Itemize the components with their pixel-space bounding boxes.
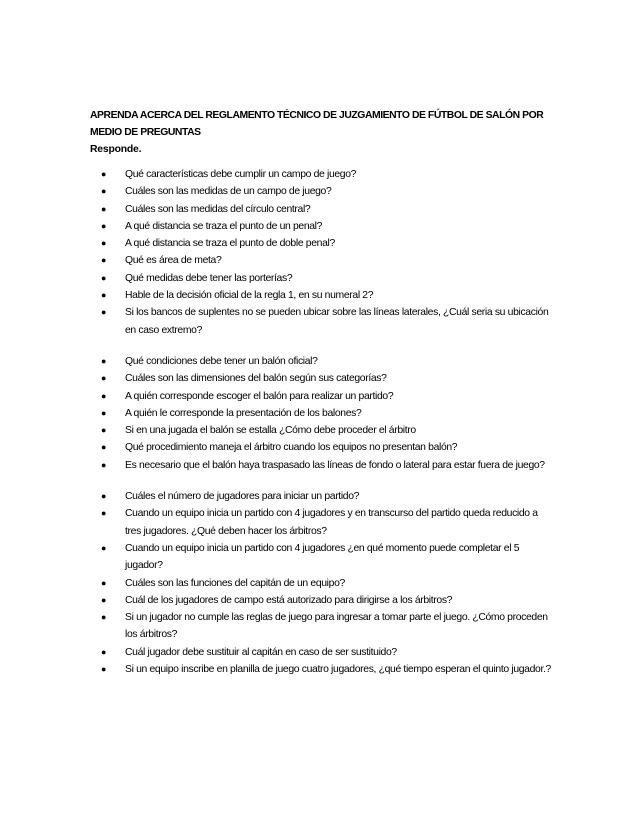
bullet-icon: ● <box>101 307 107 318</box>
question-text: Qué condiciones debe tener un balón oficial? <box>125 355 318 367</box>
question-text: Cuáles son las funciones del capitán de un equipo? <box>125 577 345 589</box>
question-text: Qué características debe cumplir un campo de juego? <box>125 169 357 180</box>
bullet-icon: ● <box>101 491 107 502</box>
bullet-icon: ● <box>101 169 107 179</box>
question-item <box>0 304 555 339</box>
bullet-icon: ● <box>101 577 107 588</box>
bullet-icon: ● <box>101 594 107 605</box>
question-item <box>0 201 555 218</box>
question-text: Si en una jugada el balón se estalla ¿Cómo debe proceder el árbitro <box>125 425 416 437</box>
bullet-icon: ● <box>101 203 107 214</box>
bullet-icon: ● <box>101 646 107 657</box>
question-item <box>0 592 555 609</box>
question-text: Cuando un equipo inicia un partido con 4 jugadores y en transcurso del partido queda reducido a tres jugadores. ¿Qué deben hacer los árbitros? <box>125 508 538 537</box>
bullet-icon: ● <box>101 425 107 436</box>
question-item <box>0 540 555 575</box>
bullet-icon: ● <box>101 612 107 623</box>
question-item <box>0 575 555 592</box>
question-text: Si un equipo inscribe en planilla de juego cuatro jugadores, ¿qué tiempo esperan el quinto jugador.? <box>125 664 551 676</box>
question-item <box>0 287 555 304</box>
bullet-icon: ● <box>101 459 107 470</box>
question-item <box>0 505 555 540</box>
bullet-icon: ● <box>101 542 107 553</box>
question-text: A qué distancia se traza el punto de un penal? <box>125 220 323 232</box>
question-item <box>0 644 555 661</box>
bullet-icon: ● <box>101 290 107 301</box>
question-text: Cuáles son las dimensiones del balón según sus categorías? <box>125 373 387 385</box>
question-item <box>0 388 555 405</box>
instruction-text: Responde. <box>90 144 142 155</box>
question-text: Si los bancos de suplentes no se pueden ubicar sobre las líneas laterales, ¿Cuál seria su ubicación en caso extremo? <box>125 307 549 336</box>
question-text: A quién corresponde escoger el balón para realizar un partido? <box>125 390 394 402</box>
question-text: Si un jugador no cumple las reglas de juego para ingresar a tomar parte el juego. ¿Cómo proceden los árbitros? <box>125 612 548 641</box>
question-text: Cuando un equipo inicia un partido con 4 jugadores ¿en qué momento puede completar el 5 jugador? <box>125 542 520 572</box>
bullet-icon: ● <box>101 186 107 197</box>
bullet-icon: ● <box>101 407 107 418</box>
bullet-icon: ● <box>101 508 107 519</box>
question-text: Cuáles el número de jugadores para iniciar un partido? <box>125 491 360 503</box>
question-item <box>0 405 555 422</box>
question-text: Cuáles son las medidas de un campo de juego? <box>125 186 332 198</box>
question-item <box>0 235 555 252</box>
question-item <box>0 370 555 387</box>
document-title-line-2: MEDIO DE PREGUNTAS <box>90 127 201 138</box>
question-text: Qué medidas debe tener las porterías? <box>125 272 293 284</box>
question-list <box>0 166 638 678</box>
question-text: A qué distancia se traza el punto de doble penal? <box>125 238 335 250</box>
bullet-icon: ● <box>101 220 107 231</box>
question-item <box>0 661 555 678</box>
bullet-icon: ● <box>101 272 107 283</box>
question-text: Cuál jugador debe sustituir al capitán en caso de ser sustituido? <box>125 646 397 658</box>
question-item <box>0 218 555 235</box>
question-text: Qué procedimiento maneja el árbitro cuando los equipos no presentan balón? <box>125 442 458 454</box>
bullet-icon: ● <box>101 255 107 266</box>
question-text: Hable de la decisión oficial de la regla 1, en su numeral 2? <box>125 290 374 302</box>
question-item <box>0 183 555 200</box>
question-item <box>0 457 555 474</box>
question-text: Qué es área de meta? <box>125 255 222 267</box>
bullet-icon: ● <box>101 373 107 384</box>
question-item <box>0 353 555 370</box>
question-item <box>0 488 555 505</box>
bullet-icon: ● <box>101 390 107 401</box>
document-header <box>90 107 560 158</box>
question-item <box>0 609 555 644</box>
question-item <box>0 422 555 439</box>
question-item <box>0 252 555 269</box>
question-item <box>0 166 555 183</box>
bullet-icon: ● <box>101 442 107 453</box>
question-item <box>0 270 555 287</box>
bullet-icon: ● <box>101 238 107 249</box>
question-item <box>0 439 555 456</box>
question-text: A quién le corresponde la presentación de los balones? <box>125 407 362 419</box>
question-text: Cuál de los jugadores de campo está autorizado para dirigirse a los árbitros? <box>125 594 453 606</box>
document-title-line-1: APRENDA ACERCA DEL REGLAMENTO TÉCNICO DE JUZGAMIENTO DE FÚTBOL DE SALÓN POR <box>90 110 544 121</box>
question-text: Cuáles son las medidas del círculo central? <box>125 203 311 215</box>
bullet-icon: ● <box>101 664 107 675</box>
bullet-icon: ● <box>101 355 107 366</box>
question-text: Es necesario que el balón haya traspasado las líneas de fondo o lateral para estar fuera de juego? <box>125 459 545 471</box>
